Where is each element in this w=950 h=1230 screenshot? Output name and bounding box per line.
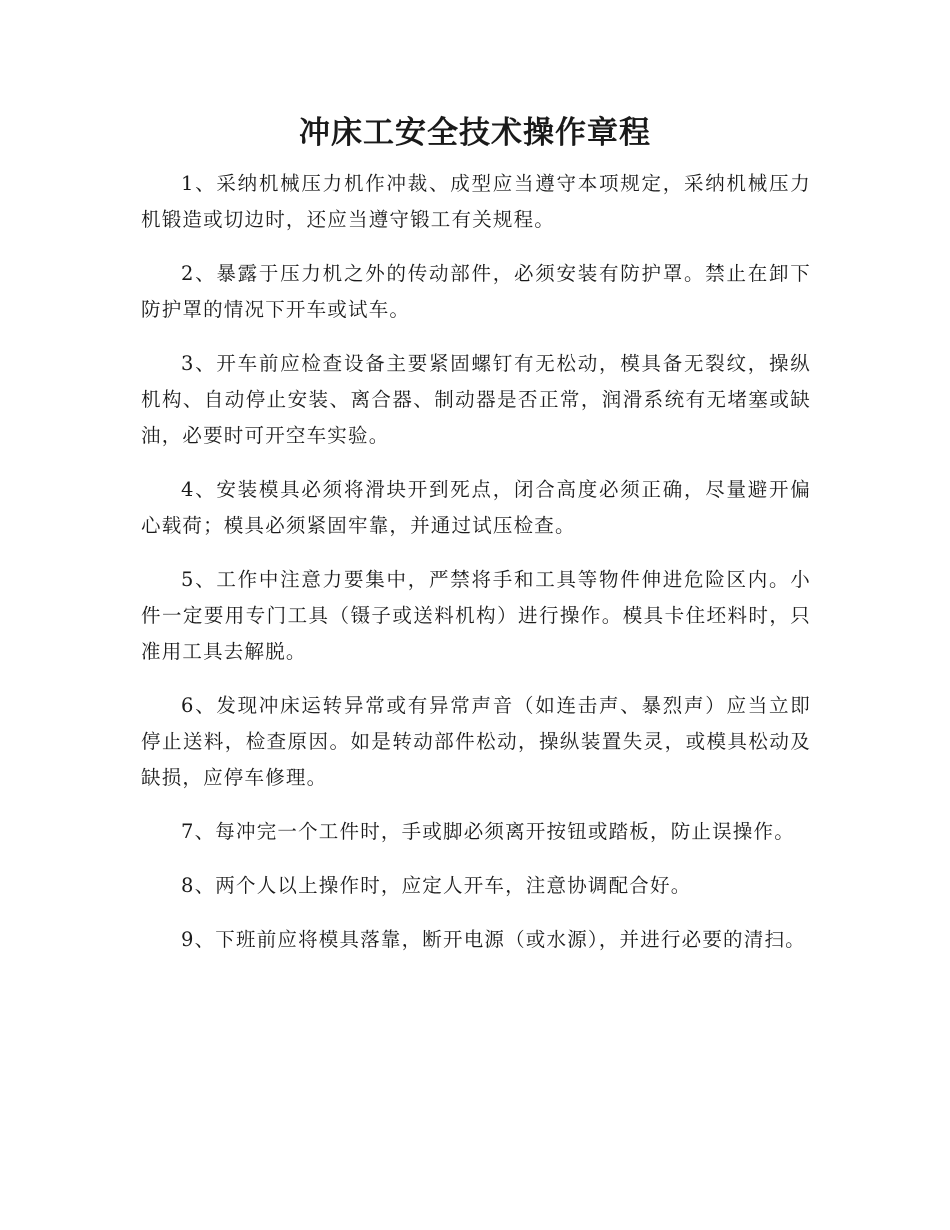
document-body <box>141 166 811 976</box>
rule-paragraph-5: 5、工作中注意力要集中，严禁将手和工具等物件伸进危险区内。小件一定要用专门工具（镊子或送料机构）进行操作。模具卡住坯料时，只准用工具去解脱。 <box>141 568 811 663</box>
rule-paragraph-6: 6、发现冲床运转异常或有异常声音（如连击声、暴烈声）应当立即停止送料，检查原因。如是转动部件松动，操纵装置失灵，或模具松动及缺损，应停车修理。 <box>141 694 811 789</box>
rule-paragraph-4: 4、安装模具必须将滑块开到死点，闭合高度必须正确，尽量避开偏心载荷；模具必须紧固牢靠，并通过试压检查。 <box>141 478 811 537</box>
rule-paragraph-1: 1、采纳机械压力机作冲裁、成型应当遵守本项规定，采纳机械压力机锻造或切边时，还应当遵守锻工有关规程。 <box>141 172 811 231</box>
rule-paragraph-8: 8、两个人以上操作时，应定人开车，注意协调配合好。 <box>181 874 692 897</box>
rule-paragraph-9: 9、下班前应将模具落靠，断开电源（或水源），并进行必要的清扫。 <box>181 928 806 951</box>
rule-paragraph-3: 3、开车前应检查设备主要紧固螺钉有无松动，模具备无裂纹，操纵机构、自动停止安装、离合器、制动器是否正常，润滑系统有无堵塞或缺油，必要时可开空车实验。 <box>141 352 811 447</box>
rule-paragraph-2: 2、暴露于压力机之外的传动部件，必须安装有防护罩。禁止在卸下防护罩的情况下开车或试车。 <box>141 262 811 321</box>
rule-paragraph-7: 7、每冲完一个工件时，手或脚必须离开按钮或踏板，防止误操作。 <box>181 820 795 843</box>
document-title: 冲床工安全技术操作章程 <box>299 115 651 151</box>
